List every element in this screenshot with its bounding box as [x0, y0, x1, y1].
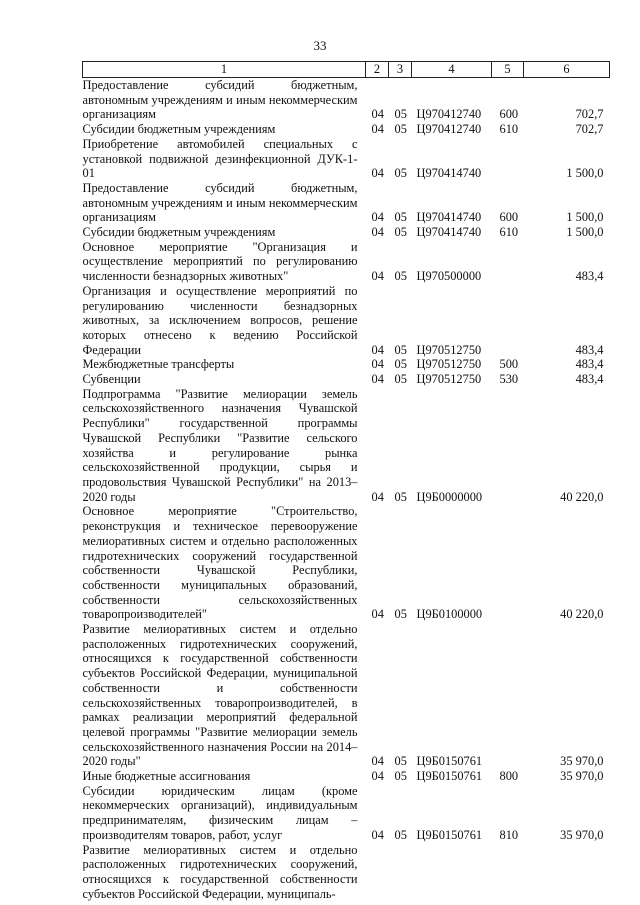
column-header-target-article: 4 — [412, 62, 492, 78]
row-target-article: Ц970512750 — [416, 372, 482, 387]
row-expense-type: 500 — [499, 357, 519, 372]
table-row — [83, 784, 610, 843]
row-expense-type — [492, 240, 524, 284]
row-subsection: 05 — [394, 372, 407, 387]
row-section: 04 — [371, 342, 384, 357]
row-subsection: 05 — [394, 489, 407, 504]
row-expense-type: 810 — [499, 827, 519, 842]
row-section: 04 — [371, 166, 384, 181]
row-expense-type: 600 — [499, 107, 519, 122]
row-section: 04 — [371, 269, 384, 284]
row-subsection: 05 — [394, 827, 407, 842]
row-amount: 702,7 — [575, 122, 604, 137]
row-expense-type: 530 — [499, 372, 519, 387]
table-row — [83, 225, 610, 240]
row-subsection: 05 — [394, 225, 407, 240]
row-name: Развитие мелиоративных систем и отдельно расположенных гидротехнических сооружений, относящихся к государственной собственности субъектов Российской Федерации, муниципаль- — [82, 842, 358, 901]
row-expense-type: 610 — [499, 225, 519, 240]
row-name: Иные бюджетные ассигнования — [82, 769, 251, 784]
row-name: Субсидии юридическим лицам (кроме некоммерческих организаций), индивидуальным предпринимателям, физическим лицам – производителям товаров, работ, услуг — [82, 783, 358, 842]
column-header-section: 2 — [366, 62, 389, 78]
row-section: 04 — [371, 107, 384, 122]
row-name: Основное мероприятие "Организация и осуществление мероприятий по регулированию численности безнадзорных животных" — [82, 239, 358, 284]
row-expense-type: 610 — [499, 122, 519, 137]
row-expense-type — [492, 843, 524, 902]
budget-table — [82, 61, 610, 901]
row-subsection: 05 — [394, 166, 407, 181]
row-amount: 40 220,0 — [560, 489, 604, 504]
table-row — [83, 357, 610, 372]
row-target-article — [412, 843, 492, 902]
row-expense-type — [492, 387, 524, 505]
row-subsection: 05 — [394, 342, 407, 357]
row-target-article: Ц970500000 — [416, 269, 482, 284]
row-amount: 483,4 — [575, 269, 604, 284]
row-subsection: 05 — [394, 357, 407, 372]
row-target-article: Ц970414740 — [416, 225, 482, 240]
row-subsection: 05 — [394, 769, 407, 784]
row-section: 04 — [371, 210, 384, 225]
row-expense-type — [492, 504, 524, 622]
row-expense-type — [492, 622, 524, 769]
table-row — [83, 843, 610, 902]
table-row — [83, 137, 610, 181]
row-expense-type — [492, 137, 524, 181]
row-section: 04 — [371, 489, 384, 504]
table-row — [83, 387, 610, 505]
row-section: 04 — [371, 754, 384, 769]
row-name: Межбюджетные трансферты — [82, 357, 235, 372]
row-amount — [524, 843, 610, 902]
row-amount: 35 970,0 — [560, 769, 604, 784]
row-target-article: Ц970412740 — [416, 122, 482, 137]
row-target-article: Ц970414740 — [416, 166, 482, 181]
table-row — [83, 122, 610, 137]
table-row — [83, 240, 610, 284]
row-name: Подпрограмма "Развитие мелиорации земель сельскохозяйственного назначения Чувашской Республики" государственной программы Чувашской Республики "Развитие сельского хозяйства и регулирование рынка сельскохозяйственной продукции, сырья и продовольствия Чувашской Республики" на 2013–2020 годы — [82, 386, 358, 504]
row-section: 04 — [371, 827, 384, 842]
row-section: 04 — [371, 357, 384, 372]
row-name: Субвенции — [82, 372, 141, 387]
row-amount: 483,4 — [575, 357, 604, 372]
row-subsection: 05 — [394, 107, 407, 122]
table-row — [83, 181, 610, 225]
row-target-article: Ц970512750 — [416, 342, 482, 357]
row-name: Субсидии бюджетным учреждениям — [82, 122, 276, 137]
row-amount: 483,4 — [575, 342, 604, 357]
table-row — [83, 504, 610, 622]
row-expense-type: 600 — [499, 210, 519, 225]
row-section: 04 — [371, 122, 384, 137]
row-expense-type — [492, 284, 524, 358]
row-section — [366, 843, 389, 902]
row-amount: 1 500,0 — [566, 166, 604, 181]
row-target-article: Ц9Б0000000 — [416, 489, 483, 504]
column-header-subsection: 3 — [389, 62, 412, 78]
row-target-article: Ц9Б0150761 — [416, 827, 483, 842]
table-row — [83, 284, 610, 358]
row-subsection: 05 — [394, 210, 407, 225]
row-amount: 702,7 — [575, 107, 604, 122]
row-subsection: 05 — [394, 122, 407, 137]
table-row — [83, 622, 610, 769]
row-name: Предоставление субсидий бюджетным, автономным учреждениям и иным некоммерческим организациям — [82, 78, 358, 122]
row-target-article: Ц9Б0100000 — [416, 607, 483, 622]
table-row — [83, 372, 610, 387]
row-subsection: 05 — [394, 607, 407, 622]
column-header-amount: 6 — [524, 62, 610, 78]
row-target-article: Ц9Б0150761 — [416, 769, 483, 784]
row-amount: 483,4 — [575, 372, 604, 387]
row-section: 04 — [371, 769, 384, 784]
table-row — [83, 78, 610, 123]
row-name: Развитие мелиоративных систем и отдельно расположенных гидротехнических сооружений, относящихся к государственной собственности субъектов Российской Федерации, муниципальной собственности и собственности сельскохозяйственных товаропроизводителей, в рамках реализации мероприятий федеральной целевой программы "Развитие мелиорации земель сельскохозяйственного назначения России на 2014–2020 годы" — [82, 622, 358, 769]
row-amount: 1 500,0 — [566, 225, 604, 240]
row-amount: 1 500,0 — [566, 210, 604, 225]
row-section: 04 — [371, 607, 384, 622]
row-section: 04 — [371, 372, 384, 387]
row-subsection: 05 — [394, 754, 407, 769]
row-section: 04 — [371, 225, 384, 240]
row-name: Предоставление субсидий бюджетным, автономным учреждениям и иным некоммерческим организациям — [82, 180, 358, 225]
table-row — [83, 769, 610, 784]
row-expense-type: 800 — [499, 769, 519, 784]
row-name: Субсидии бюджетным учреждениям — [82, 225, 276, 240]
row-target-article: Ц970414740 — [416, 210, 482, 225]
column-header-name: 1 — [83, 62, 366, 78]
row-amount: 40 220,0 — [560, 607, 604, 622]
row-name: Организация и осуществление мероприятий по регулированию численности безнадзорных животных, за исключением вопросов, решение которых отнесено к ведению Российской Федерации — [82, 283, 358, 357]
row-target-article: Ц9Б0150761 — [416, 754, 483, 769]
row-amount: 35 970,0 — [560, 754, 604, 769]
column-number-row — [83, 62, 610, 78]
row-target-article: Ц970412740 — [416, 107, 482, 122]
row-name: Основное мероприятие "Строительство, реконструкция и техническое перевооружение мелиоративных систем и отдельно расположенных гидротехнических сооружений государственной собственности Чувашской Республики, собственности муниципальных образований, собственности сельскохозяйственных товаропроизводителей" — [82, 504, 358, 622]
column-header-expense-type: 5 — [492, 62, 524, 78]
row-subsection: 05 — [394, 269, 407, 284]
row-amount: 35 970,0 — [560, 827, 604, 842]
page-number: 33 — [313, 38, 327, 53]
row-name: Приобретение автомобилей специальных с установкой подвижной дезинфекционной ДУК-1-01 — [82, 136, 358, 181]
row-target-article: Ц970512750 — [416, 357, 482, 372]
row-subsection — [389, 843, 412, 902]
